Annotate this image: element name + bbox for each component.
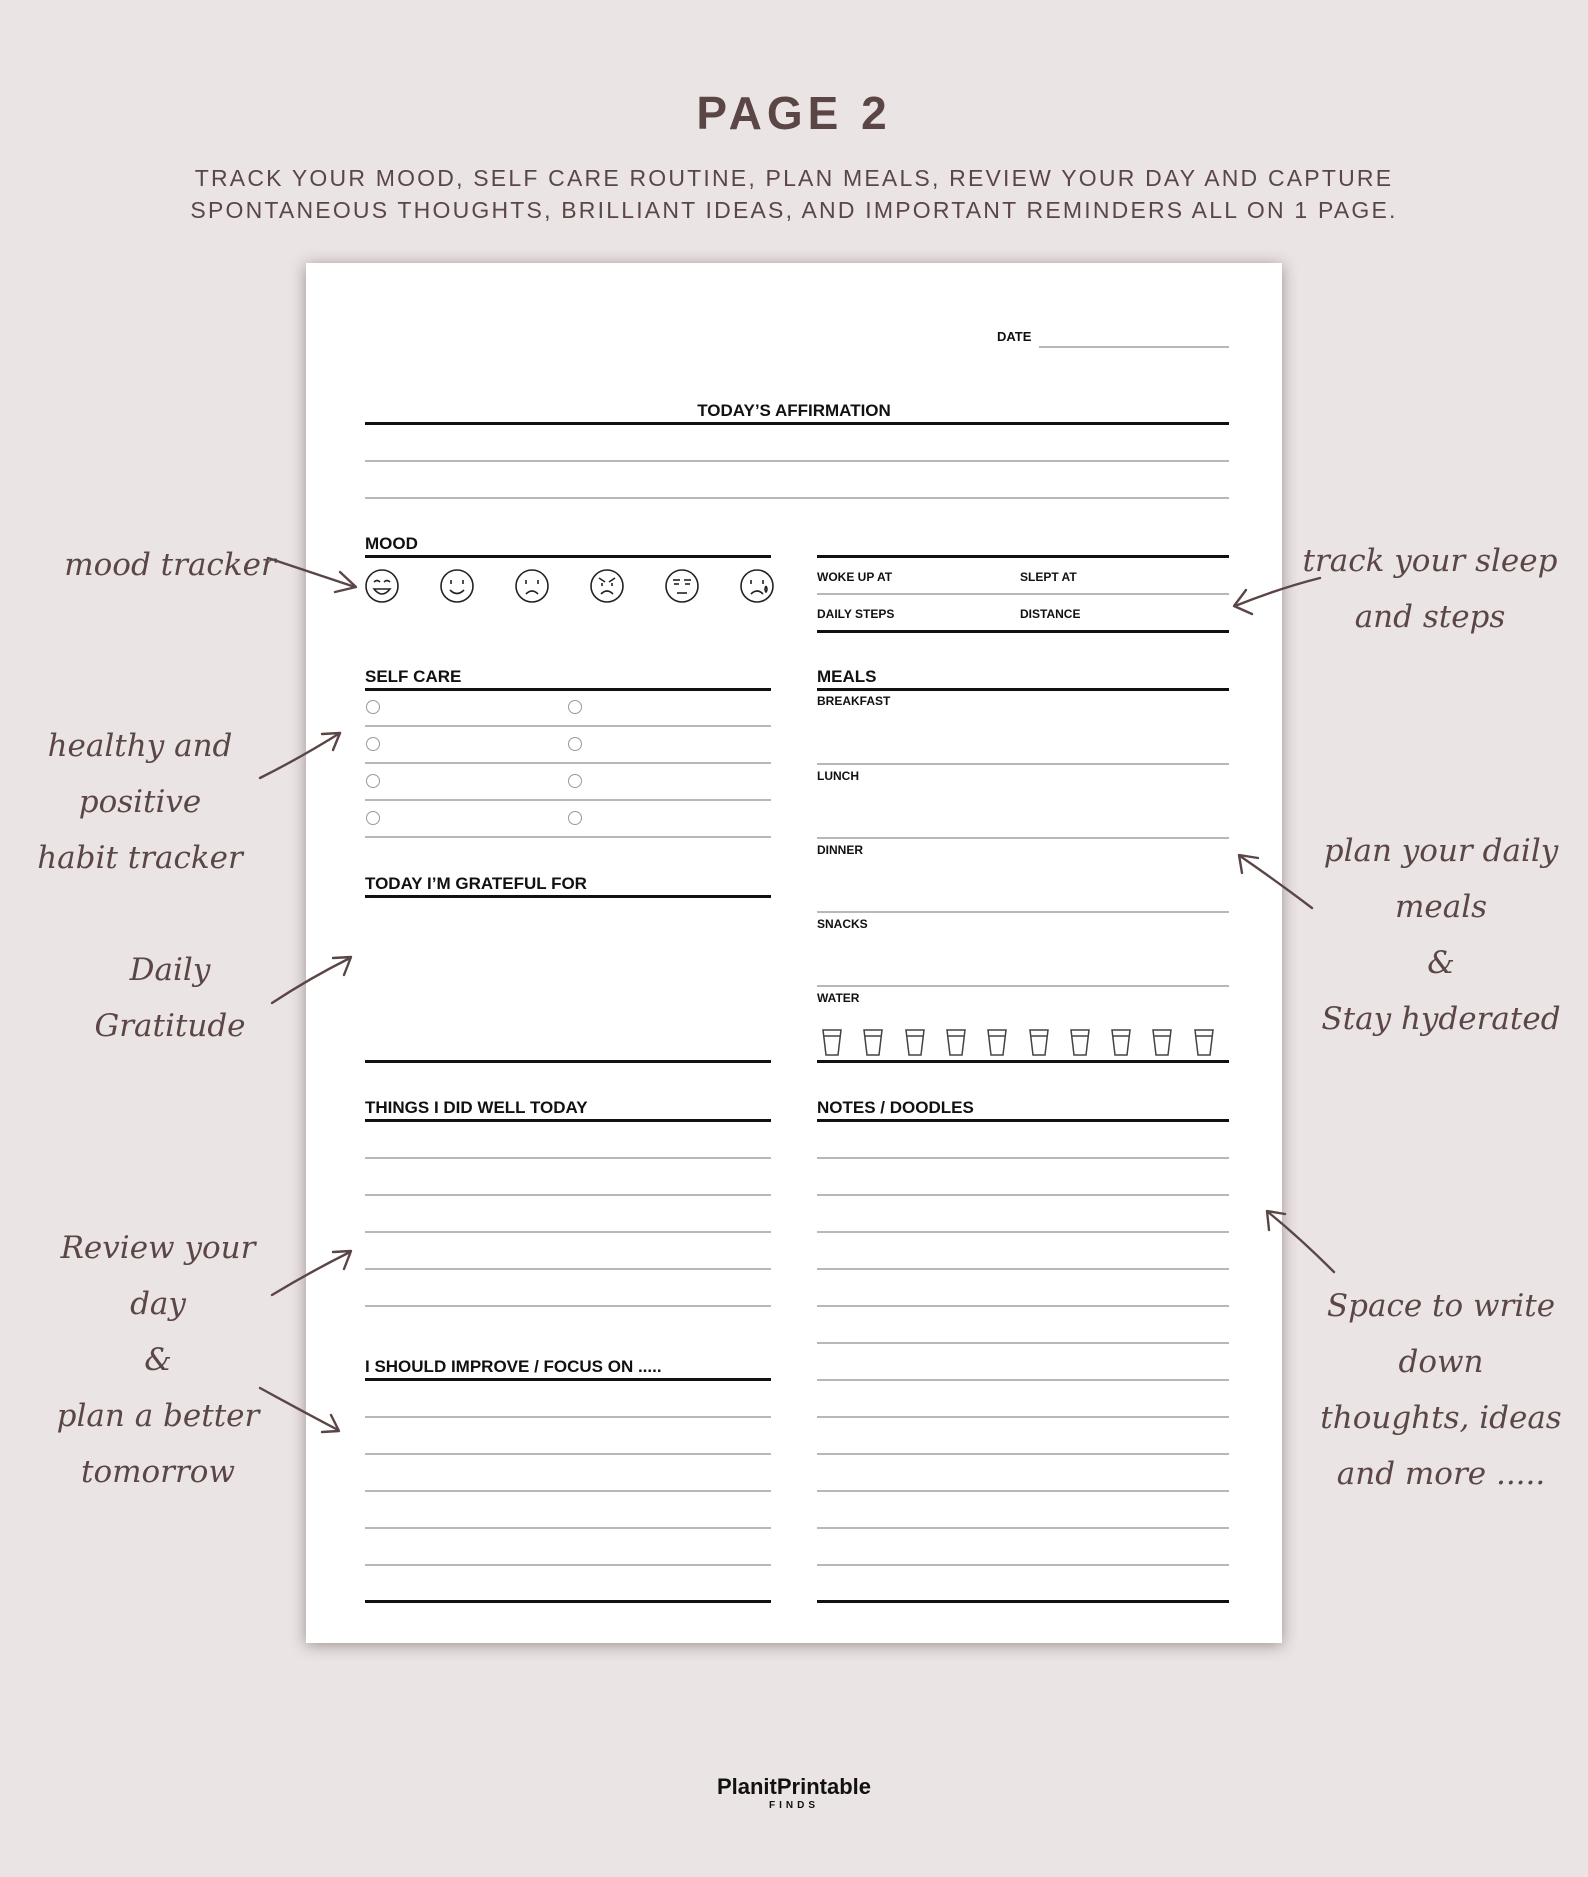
snacks-label: SNACKS <box>817 917 868 931</box>
note-line: plan a better <box>56 1398 260 1434</box>
mood-arrow-icon <box>268 558 356 592</box>
note-line: plan your daily meals <box>1323 833 1559 925</box>
grateful-title: TODAY I’M GRATEFUL FOR <box>365 874 587 893</box>
note-line: Space to write down <box>1326 1288 1556 1380</box>
note-line: healthy and positive <box>47 728 233 820</box>
woke-up-label: WOKE UP AT <box>817 570 893 584</box>
daily-steps-label: DAILY STEPS <box>817 607 895 621</box>
note-meals <box>1296 823 1586 1047</box>
affirmation-title: TODAY’S AFFIRMATION <box>697 401 891 420</box>
note-habit <box>4 718 276 886</box>
note-line: habit tracker <box>37 840 243 876</box>
lunch-label: LUNCH <box>817 769 859 783</box>
note-line: mood tracker <box>64 547 276 583</box>
note-line: Review your day <box>60 1230 256 1322</box>
page-title: PAGE 2 <box>696 87 892 139</box>
notes-arrow-icon <box>1267 1211 1334 1272</box>
note-review <box>30 1220 286 1500</box>
note-line: thoughts, ideas <box>1320 1400 1562 1436</box>
note-gratitude <box>70 942 270 1054</box>
gratitude-arrow-icon <box>272 957 351 1003</box>
notes-title: NOTES / DOODLES <box>817 1098 974 1117</box>
water-label: WATER <box>817 991 860 1005</box>
note-notes <box>1296 1278 1586 1502</box>
note-line: tomorrow <box>80 1454 236 1490</box>
note-line: Daily <box>129 952 211 988</box>
breakfast-label: BREAKFAST <box>817 694 891 708</box>
mood-title: MOOD <box>365 534 418 553</box>
date-label: DATE <box>997 329 1032 344</box>
brand-logo: PlanitPrintable <box>716 1774 872 1799</box>
did-well-title: THINGS I DID WELL TODAY <box>365 1098 588 1117</box>
subtitle-line-1: TRACK YOUR MOOD, SELF CARE ROUTINE, PLAN MEALS, REVIEW YOUR DAY AND CAPTURE <box>194 165 1394 191</box>
distance-label: DISTANCE <box>1020 607 1081 621</box>
note-line: & <box>1427 945 1455 981</box>
slept-at-label: SLEPT AT <box>1020 570 1077 584</box>
note-line: and steps <box>1354 599 1506 635</box>
brand-tagline: FINDS <box>769 1800 819 1811</box>
self-care-title: SELF CARE <box>365 667 462 686</box>
note-line: track your sleep <box>1302 543 1558 579</box>
note-mood <box>60 537 280 593</box>
meals-title: MEALS <box>817 667 877 686</box>
note-line: & <box>144 1342 172 1378</box>
subtitle-line-2: SPONTANEOUS THOUGHTS, BRILLIANT IDEAS, AND IMPORTANT REMINDERS ALL ON 1 PAGE. <box>190 197 1398 223</box>
improve-title: I SHOULD IMPROVE / FOCUS ON ..... <box>365 1357 662 1376</box>
note-line: Stay hyderated <box>1321 1001 1561 1037</box>
note-line: and more ..... <box>1336 1456 1546 1492</box>
dinner-label: DINNER <box>817 843 864 857</box>
note-line: Gratitude <box>94 1008 246 1044</box>
note-sleep <box>1300 533 1560 645</box>
